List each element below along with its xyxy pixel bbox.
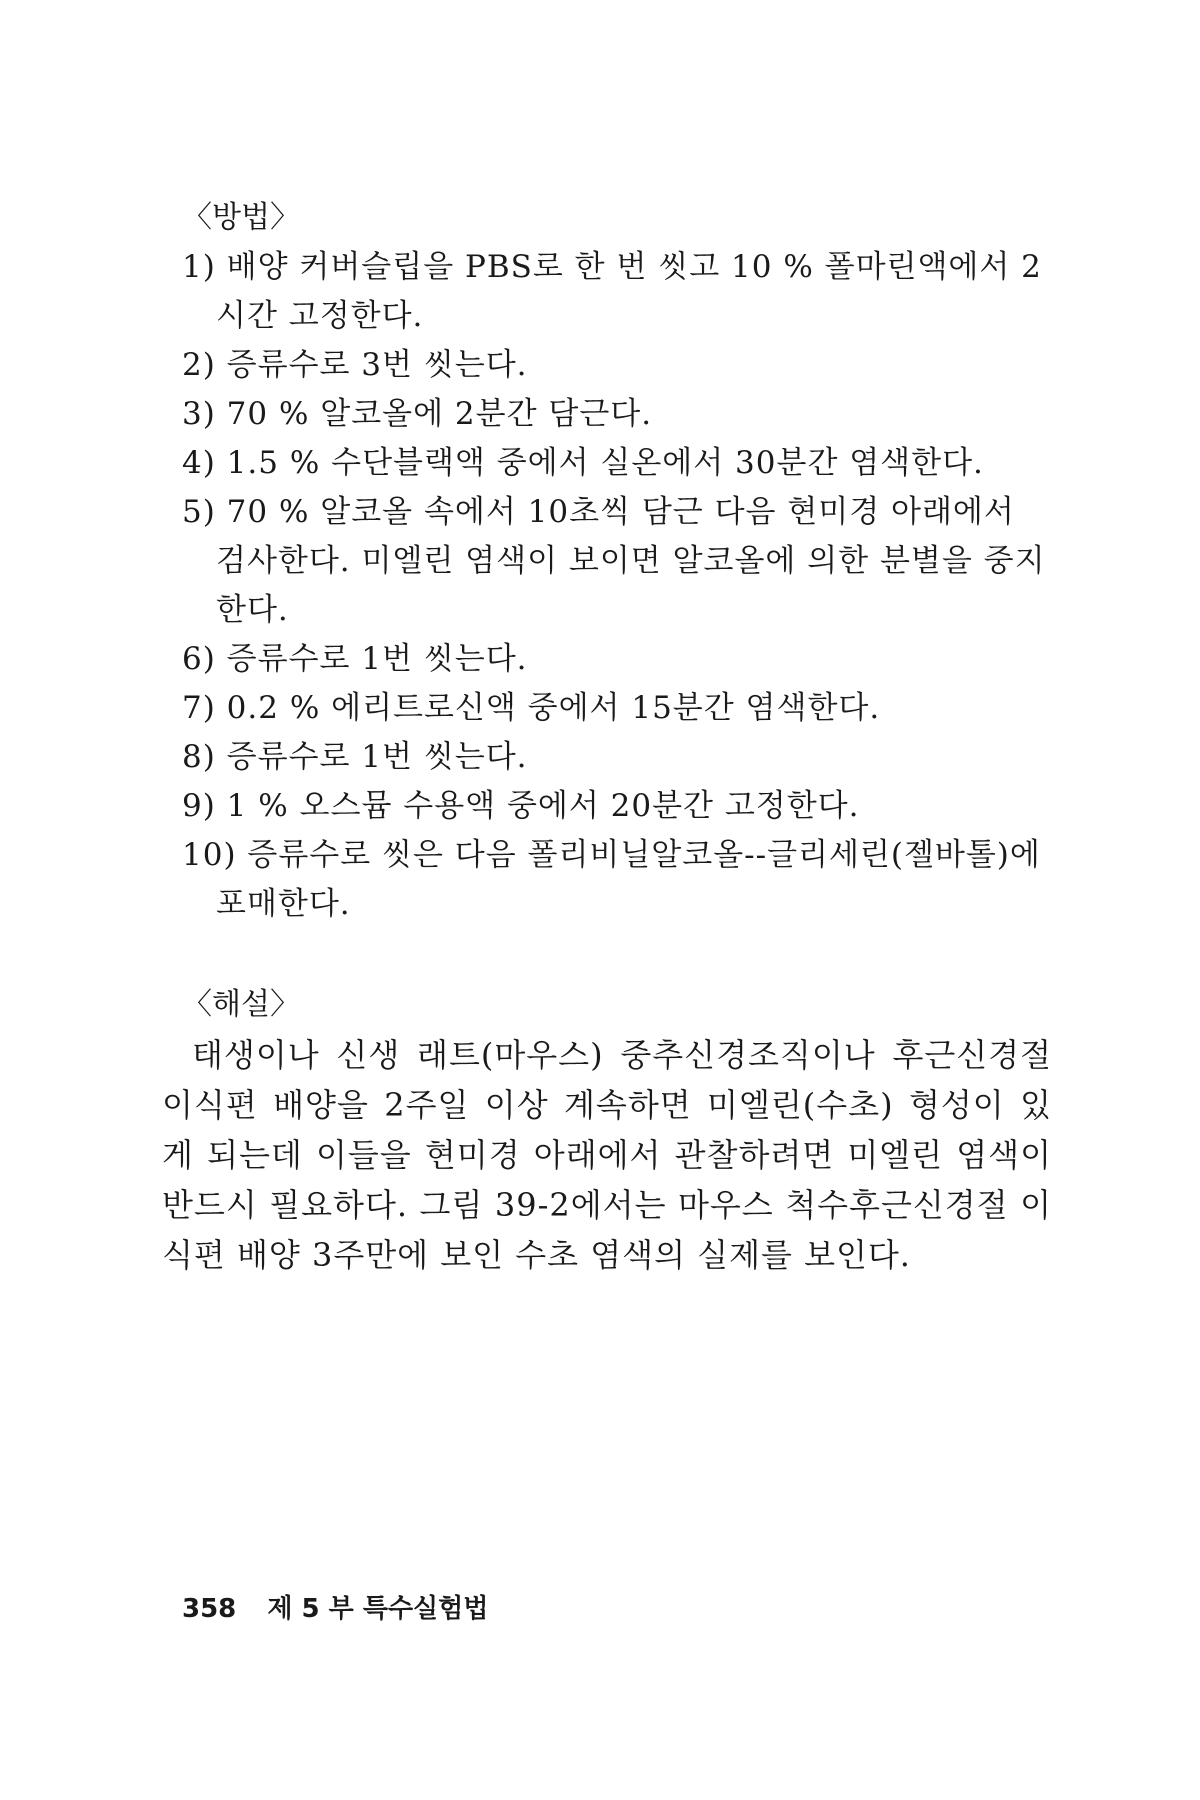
page-footer	[182, 1588, 488, 1625]
method-step: 8) 증류수로 1번 씻는다.	[182, 739, 528, 775]
method-step: 9) 1 % 오스뮴 수용액 중에서 20분간 고정한다.	[182, 788, 860, 824]
commentary-paragraph: 태생이나 신생 래트(마우스) 중추신경조직이나 후근신경절 이식편 배양을 2주일 이상 계속하면 미엘린(수초) 형성이 있게 되는데 이들을 현미경 아래에서 관찰하려면 미엘린 염색이 반드시 필요하다. 그림 39-2에서는 마우스 척수후근신경절 이식편 배양 3주만에 보인 수초 염색의 실제를 보인다.	[162, 1036, 1052, 1274]
method-step: 4) 1.5 % 수단블랙액 중에서 실온에서 30분간 염색한다.	[182, 445, 984, 481]
method-step: 5) 70 % 알코올 속에서 10초씩 담근 다음 현미경 아래에서 검사한다. 미엘린 염색이 보이면 알코올에 의한 분별을 중지한다.	[182, 494, 1046, 628]
method-step: 3) 70 % 알코올에 2분간 담근다.	[182, 396, 653, 432]
method-step: 10) 증류수로 씻은 다음 폴리비닐알코올--글리세린(젤바톨)에 포매한다.	[182, 837, 1041, 922]
method-step: 1) 배양 커버슬립을 PBS로 한 번 씻고 10 % 폴마린액에서 2시간 고정한다.	[182, 249, 1042, 334]
method-steps-list	[182, 243, 1052, 929]
method-heading: 〈방법〉	[182, 200, 300, 235]
method-step: 6) 증류수로 1번 씻는다.	[182, 641, 528, 677]
section-title: 제 5 부 특수실험법	[267, 1594, 489, 1624]
method-step: 7) 0.2 % 에리트로신액 중에서 15분간 염색한다.	[182, 690, 881, 726]
commentary-heading: 〈해설〉	[182, 987, 300, 1022]
method-step: 2) 증류수로 3번 씻는다.	[182, 347, 528, 383]
page-number: 358	[182, 1594, 237, 1624]
